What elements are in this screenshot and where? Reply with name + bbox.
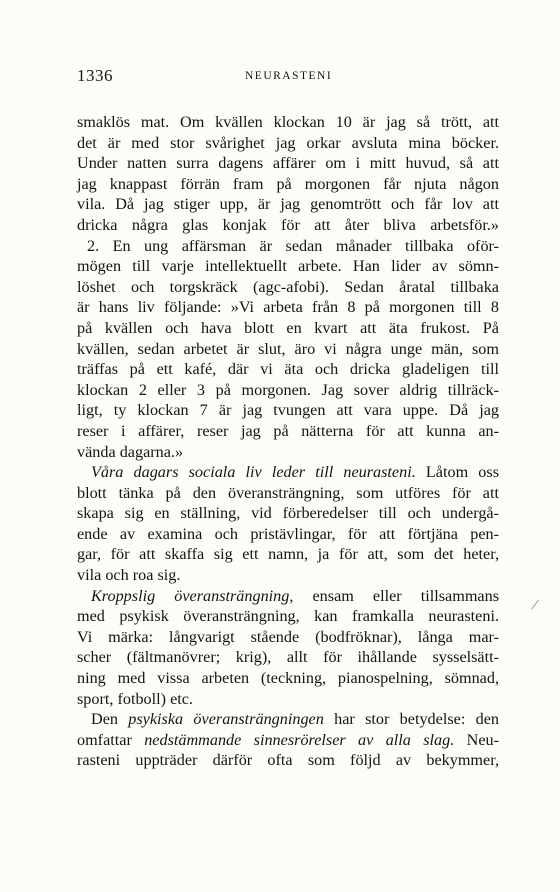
margin-mark: ⁄ <box>534 598 537 613</box>
text-segment: omfattar <box>77 730 145 749</box>
text-line <box>77 730 499 751</box>
text-line <box>77 565 499 586</box>
text-line <box>77 689 499 710</box>
text-segment: sport, fotboll) etc. <box>77 689 193 708</box>
text-line <box>77 380 499 401</box>
text-line <box>77 544 499 565</box>
text-segment: löshet och torgskräck (agc-afobi). Sedan åratal tillbaka <box>77 277 499 296</box>
text-line <box>77 359 499 380</box>
text-segment: är hans liv följande: »Vi arbeta från 8 på morgonen till 8 <box>77 298 499 317</box>
text-line <box>77 153 499 174</box>
text-line <box>77 236 499 257</box>
text-line <box>77 668 499 689</box>
text-segment: vila. Då jag stiger upp, är jag genomtrött och får lov att <box>77 195 499 214</box>
text-segment: rasteni uppträder därför ofta som följd av bekymmer, <box>77 751 499 770</box>
text-segment: gar, för att skaffa sig ett namn, ja för att, som det heter, <box>77 545 499 564</box>
italic-phrase: psykiska överansträngningen <box>128 710 324 729</box>
text-line <box>77 400 499 421</box>
text-line <box>77 483 499 504</box>
text-line <box>77 318 499 339</box>
text-line <box>77 606 499 627</box>
text-segment: Vi märka: långvarigt stående (bodfröknar), långa mar- <box>77 627 499 646</box>
text-line <box>77 503 499 524</box>
text-segment: Den <box>91 710 129 729</box>
text-segment: ning med vissa arbeten (teckning, pianospelning, sömnad, <box>77 669 499 688</box>
text-segment: har stor betydelse: den <box>323 710 499 729</box>
text-line <box>77 297 499 318</box>
running-head: NEURASTENI <box>245 70 333 82</box>
text-segment: träffas på ett kafé, där vi äta och dricka gladeligen till <box>77 360 499 379</box>
text-line <box>77 750 499 771</box>
text-line <box>77 215 499 236</box>
text-segment: ende av examina och pristävlingar, för att förtjäna pen- <box>77 524 499 543</box>
text-line <box>77 421 499 442</box>
text-segment: smaklös mat. Om kvällen klockan 10 är jag så trött, att <box>77 113 499 131</box>
text-line <box>77 709 499 730</box>
text-segment: scher (fältmanövrer; krig), allt för ihållande sysselsätt- <box>77 648 499 667</box>
italic-phrase: nedstämmande sinnesrörelser av alla slag. <box>144 730 455 749</box>
text-segment: det är med stor svårighet jag orkar avsluta mina böcker. <box>77 133 499 152</box>
text-line <box>77 647 499 668</box>
text-line <box>77 112 499 133</box>
text-line <box>77 194 499 215</box>
text-segment: klockan 2 eller 3 på morgonen. Jag sover aldrig tillräck- <box>77 380 499 399</box>
text-line <box>77 442 499 463</box>
text-line <box>77 133 499 154</box>
text-line <box>77 627 499 648</box>
text-segment: på kvällen och hava blott en kvart att äta frukost. På <box>77 318 499 337</box>
text-segment: Låtom oss <box>415 463 499 482</box>
text-line <box>77 256 499 277</box>
text-line <box>77 174 499 195</box>
text-segment: reser i affärer, reser jag på nätterna för att kunna an- <box>77 421 499 440</box>
text-segment: vila och roa sig. <box>77 566 181 585</box>
page-number: 1336 <box>77 66 113 85</box>
page-header <box>77 66 499 90</box>
text-line <box>77 339 499 360</box>
text-segment: mögen till varje intellektuellt arbete. Han lider av sömn- <box>77 257 499 276</box>
text-segment: vända dagarna.» <box>77 442 184 461</box>
text-line <box>77 524 499 545</box>
text-segment: ligt, ty klockan 7 är jag tvungen att vara uppe. Då jag <box>77 401 499 420</box>
text-segment: kvällen, sedan arbetet är slut, äro vi några unge män, som <box>77 339 499 358</box>
text-segment: 2. En ung affärsman är sedan månader tillbaka oför- <box>87 236 499 255</box>
text-segment: dricka några glas konjak för att åter bliva arbetsför.» <box>77 215 499 234</box>
text-segment: ensam eller tillsammans <box>293 586 499 605</box>
text-segment: med psykisk överansträngning, kan framkalla neurasteni. <box>77 607 499 626</box>
text-segment: blott tänka på den överansträngning, som utföres för att <box>77 483 499 502</box>
text-segment: Under natten surra dagens affärer om i mitt huvud, så att <box>77 154 499 173</box>
text-line <box>77 586 499 607</box>
italic-phrase: Våra dagars sociala liv leder till neurasteni. <box>91 463 416 482</box>
text-segment: Neu- <box>454 730 499 749</box>
text-segment: jag knappast förrän fram på morgonen får njuta någon <box>77 174 499 193</box>
italic-phrase: Kroppslig överansträngning, <box>91 586 294 605</box>
text-segment: skapa sig en ställning, vid förberedelser till och undergå- <box>77 504 499 523</box>
body-text <box>77 112 499 771</box>
text-line <box>77 462 499 483</box>
text-line <box>77 277 499 298</box>
